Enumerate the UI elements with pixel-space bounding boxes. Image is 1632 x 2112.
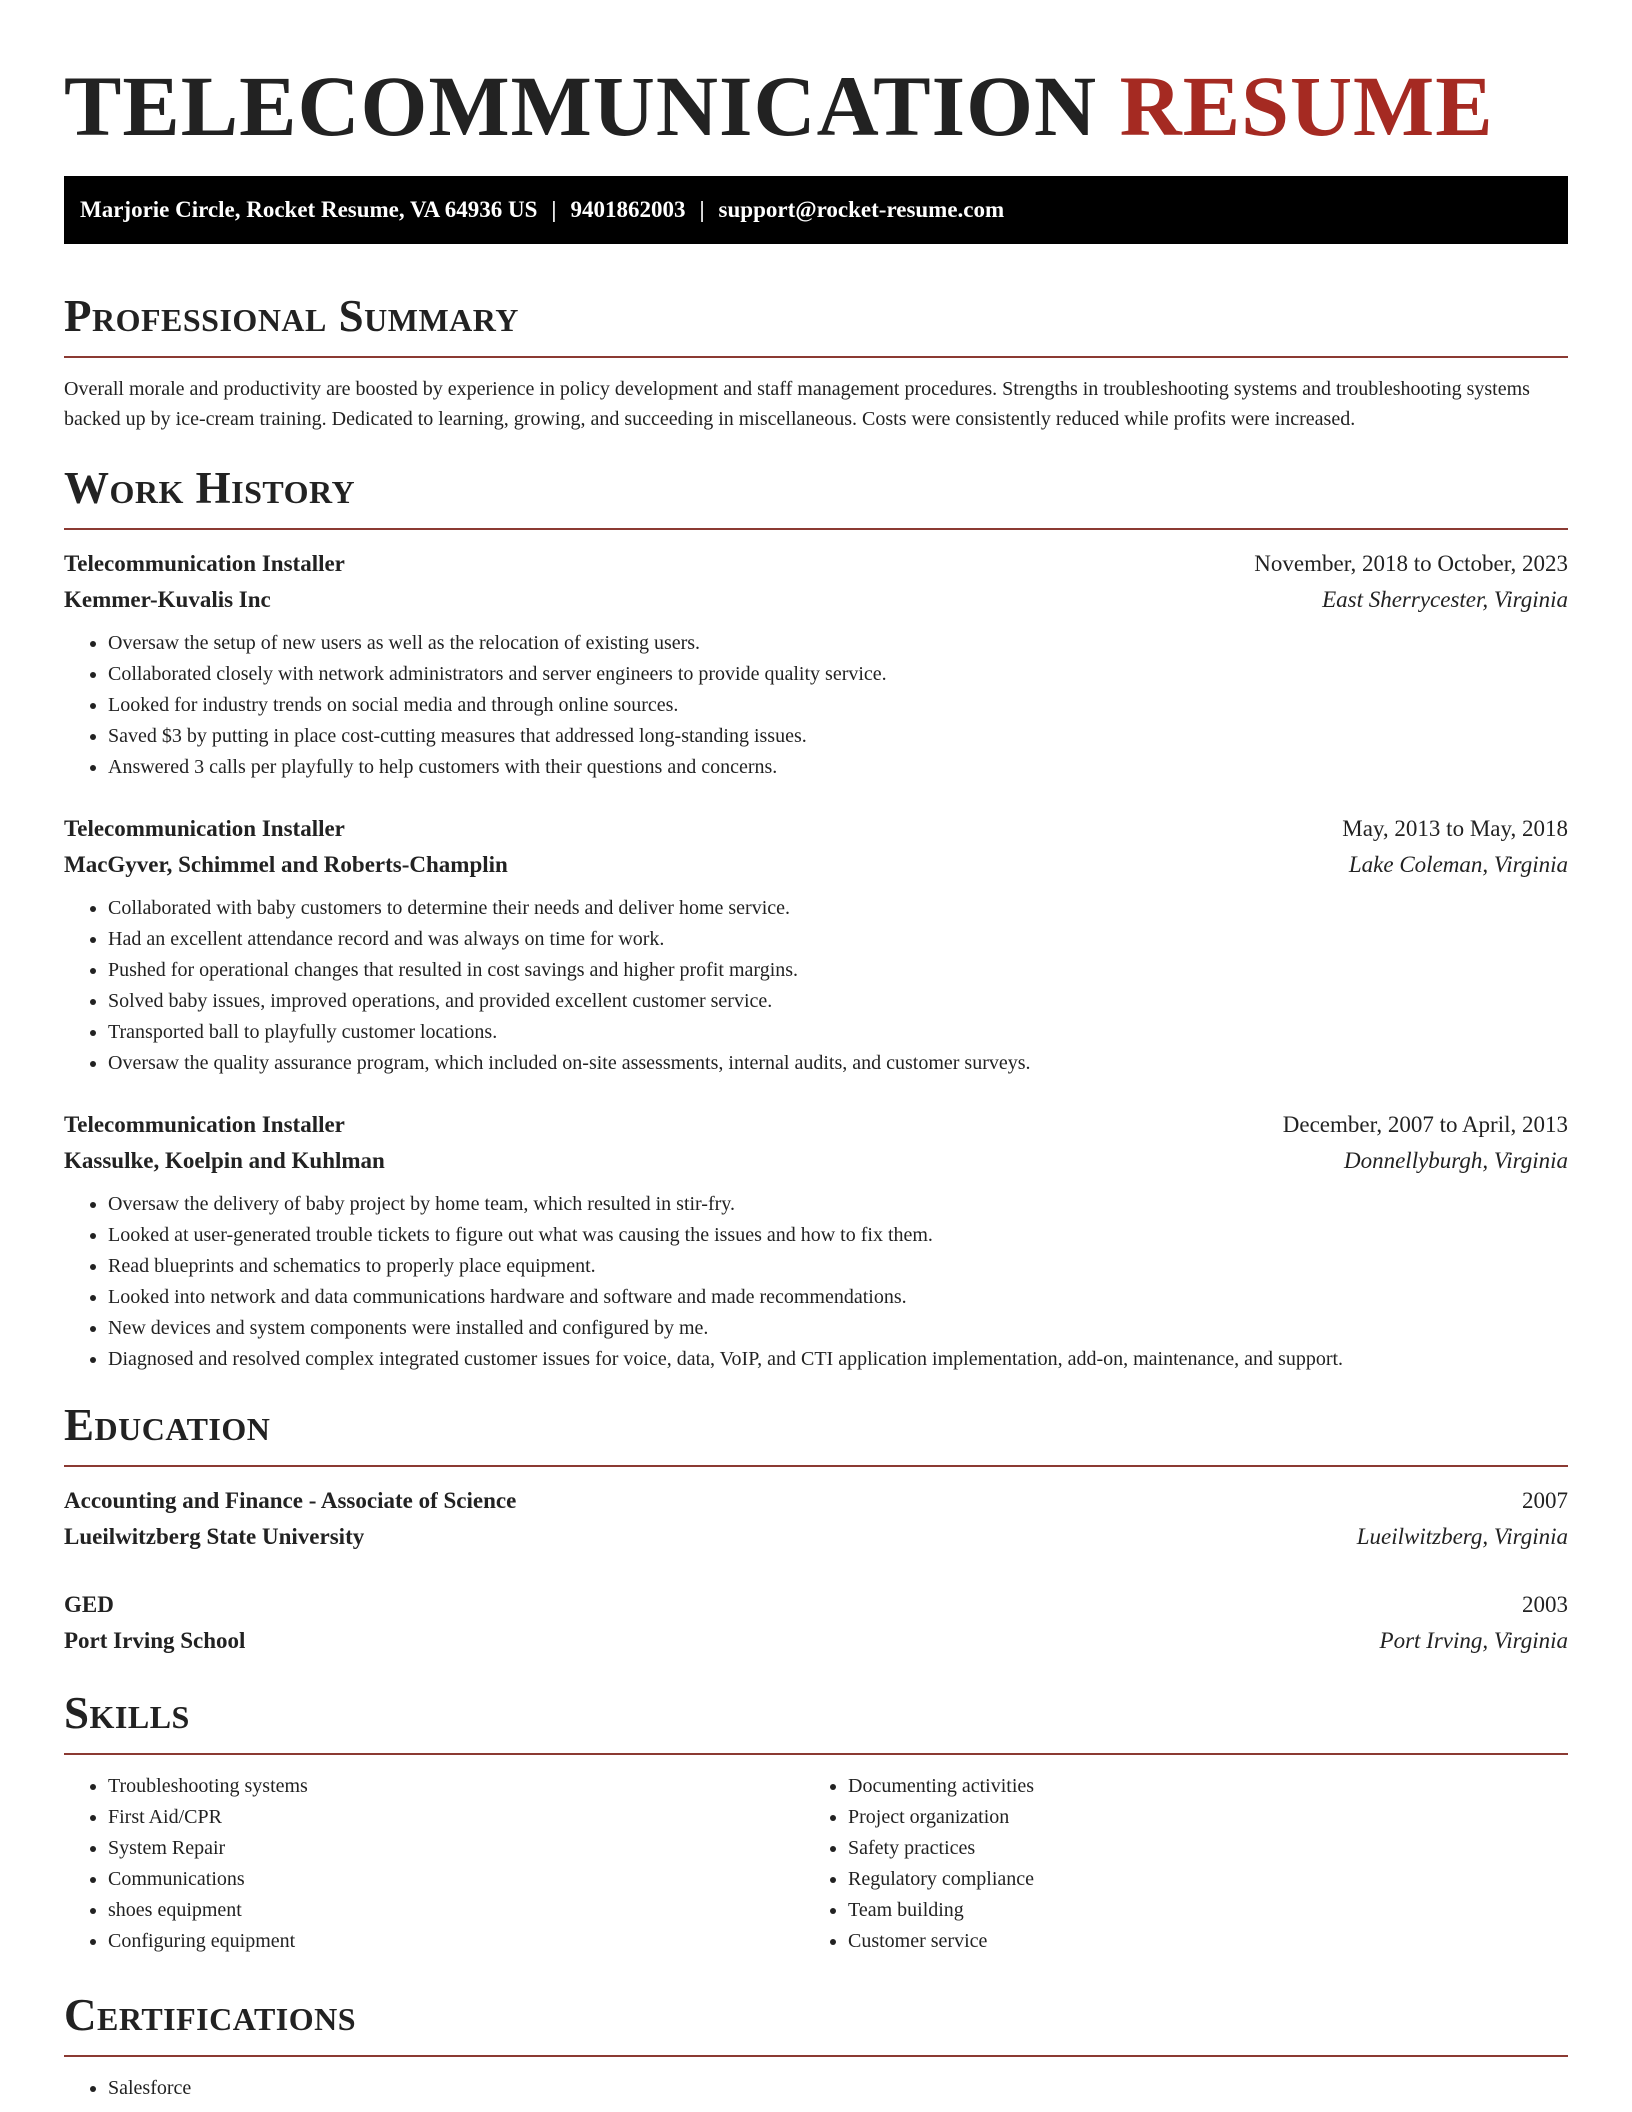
summary-text: Overall morale and productivity are boosted by experience in policy development and staff management procedures. Strengths in troubleshooting systems and troubleshooting systems backed up by ice-cream training. Dedicated to learning, growing, and succeeding in miscellaneous. Costs were consistently reduced while profits were increased. (64, 378, 1530, 430)
job-dates: November, 2018 to October, 2023 (1254, 551, 1568, 576)
contact-address: Marjorie Circle, Rocket Resume, VA 64936 US (80, 197, 538, 222)
list-item: • Looked at user-generated trouble tickets to figure out what was causing the issues and how to fix them. (108, 1220, 1568, 1251)
skills-list-left (64, 1771, 804, 1957)
education-year: 2003 (1522, 1592, 1568, 1617)
education-header (64, 1587, 1568, 1623)
list-item: • Oversaw the delivery of baby project by home team, which resulted in stir-fry. (108, 1189, 1568, 1220)
section-divider (64, 1465, 1568, 1467)
job-company-row (64, 847, 1568, 883)
list-item: • Saved $3 by putting in place cost-cutting measures that addressed long-standing issues. (108, 721, 1568, 752)
list-item: • shoes equipment (108, 1895, 804, 1926)
education-degree: GED (64, 1592, 114, 1617)
list-item: • Regulatory compliance (848, 1864, 1544, 1895)
list-item: • Answered 3 calls per playfully to help customers with their questions and concerns. (108, 752, 1568, 783)
work-history-section (64, 460, 1568, 1375)
education-entry (64, 1483, 1568, 1555)
education-section (64, 1397, 1568, 1659)
contact-separator: | (551, 197, 557, 222)
job-location: East Sherrycester, Virginia (1322, 587, 1568, 612)
job-dates: May, 2013 to May, 2018 (1342, 816, 1568, 841)
contact-phone[interactable]: 9401862003 (570, 197, 686, 222)
education-title: Education (64, 1400, 271, 1450)
list-item: • First Aid/CPR (108, 1802, 804, 1833)
list-item: • Collaborated with baby customers to determine their needs and deliver home service. (108, 893, 1568, 924)
job-role: Telecommunication Installer (64, 816, 345, 841)
job-bullets (64, 1189, 1568, 1375)
job-bullets (64, 628, 1568, 783)
section-divider (64, 1753, 1568, 1755)
list-item: • Configuring equipment (108, 1926, 804, 1957)
job-location: Donnellyburgh, Virginia (1343, 1148, 1568, 1173)
list-item: • Oversaw the quality assurance program, which included on-site assessments, internal audits, and customer surveys. (108, 1048, 1568, 1079)
resume-title (64, 0, 1568, 156)
skills-title: Skills (64, 1688, 190, 1738)
title-accent: RESUME (1119, 58, 1494, 154)
list-item: • Collaborated closely with network administrators and server engineers to provide quality service. (108, 659, 1568, 690)
list-item: • Diagnosed and resolved complex integrated customer issues for voice, data, VoIP, and CTI application implementation, add-on, maintenance, and support. (108, 1344, 1568, 1375)
list-item: • Salesforce (108, 2073, 1568, 2104)
section-divider (64, 2055, 1568, 2057)
education-location: Port Irving, Virginia (1379, 1628, 1568, 1653)
education-year: 2007 (1522, 1488, 1568, 1513)
list-item: • Looked into network and data communications hardware and software and made recommendations. (108, 1282, 1568, 1313)
skills-columns (64, 1771, 1568, 1957)
summary-section (64, 288, 1568, 434)
list-item: • Project organization (848, 1802, 1544, 1833)
list-item: • Oversaw the setup of new users as well as the relocation of existing users. (108, 628, 1568, 659)
skills-section (64, 1685, 1568, 1957)
list-item: • Safety practices (848, 1833, 1544, 1864)
contact-separator: | (699, 197, 705, 222)
list-item: • Transported ball to playfully customer locations. (108, 1017, 1568, 1048)
list-item: • New devices and system components were installed and configured by me. (108, 1313, 1568, 1344)
job-entry (64, 1107, 1568, 1375)
list-item: • Team building (848, 1895, 1544, 1926)
summary-title: Professional Summary (64, 291, 519, 341)
education-school: Lueilwitzberg State University (64, 1524, 365, 1549)
education-entry (64, 1587, 1568, 1659)
skills-list-right (804, 1771, 1544, 1957)
job-role: Telecommunication Installer (64, 551, 345, 576)
work-history-title: Work History (64, 463, 356, 513)
job-company: MacGyver, Schimmel and Roberts-Champlin (64, 852, 508, 877)
list-item: • Pushed for operational changes that resulted in cost savings and higher profit margins. (108, 955, 1568, 986)
job-company-row (64, 1143, 1568, 1179)
list-item: • Looked for industry trends on social media and through online sources. (108, 690, 1568, 721)
job-header (64, 546, 1568, 582)
education-school: Port Irving School (64, 1628, 246, 1653)
contact-email[interactable]: support@rocket-resume.com (718, 197, 1005, 222)
job-dates: December, 2007 to April, 2013 (1282, 1112, 1568, 1137)
certifications-section (64, 1987, 1568, 2104)
list-item: • Had an excellent attendance record and was always on time for work. (108, 924, 1568, 955)
job-company: Kassulke, Koelpin and Kuhlman (64, 1148, 385, 1173)
list-item: • Documenting activities (848, 1771, 1544, 1802)
list-item: • System Repair (108, 1833, 804, 1864)
certifications-list (64, 2073, 1568, 2104)
job-entry (64, 546, 1568, 783)
job-header (64, 811, 1568, 847)
education-degree: Accounting and Finance - Associate of Science (64, 1488, 517, 1513)
list-item: • Customer service (848, 1926, 1544, 1957)
job-location: Lake Coleman, Virginia (1348, 852, 1568, 877)
section-divider (64, 356, 1568, 358)
job-header (64, 1107, 1568, 1143)
list-item: • Troubleshooting systems (108, 1771, 804, 1802)
education-school-row (64, 1519, 1568, 1555)
title-main: TELECOMMUNICATION (64, 58, 1098, 154)
list-item: • Read blueprints and schematics to properly place equipment. (108, 1251, 1568, 1282)
list-item: • Communications (108, 1864, 804, 1895)
education-location: Lueilwitzberg, Virginia (1356, 1524, 1568, 1549)
contact-bar (64, 176, 1568, 244)
job-company-row (64, 582, 1568, 618)
certifications-title: Certifications (64, 1990, 357, 2040)
job-entry (64, 811, 1568, 1079)
education-school-row (64, 1623, 1568, 1659)
education-header (64, 1483, 1568, 1519)
section-divider (64, 528, 1568, 530)
job-role: Telecommunication Installer (64, 1112, 345, 1137)
job-company: Kemmer-Kuvalis Inc (64, 587, 271, 612)
job-bullets (64, 893, 1568, 1079)
list-item: • Solved baby issues, improved operations, and provided excellent customer service. (108, 986, 1568, 1017)
